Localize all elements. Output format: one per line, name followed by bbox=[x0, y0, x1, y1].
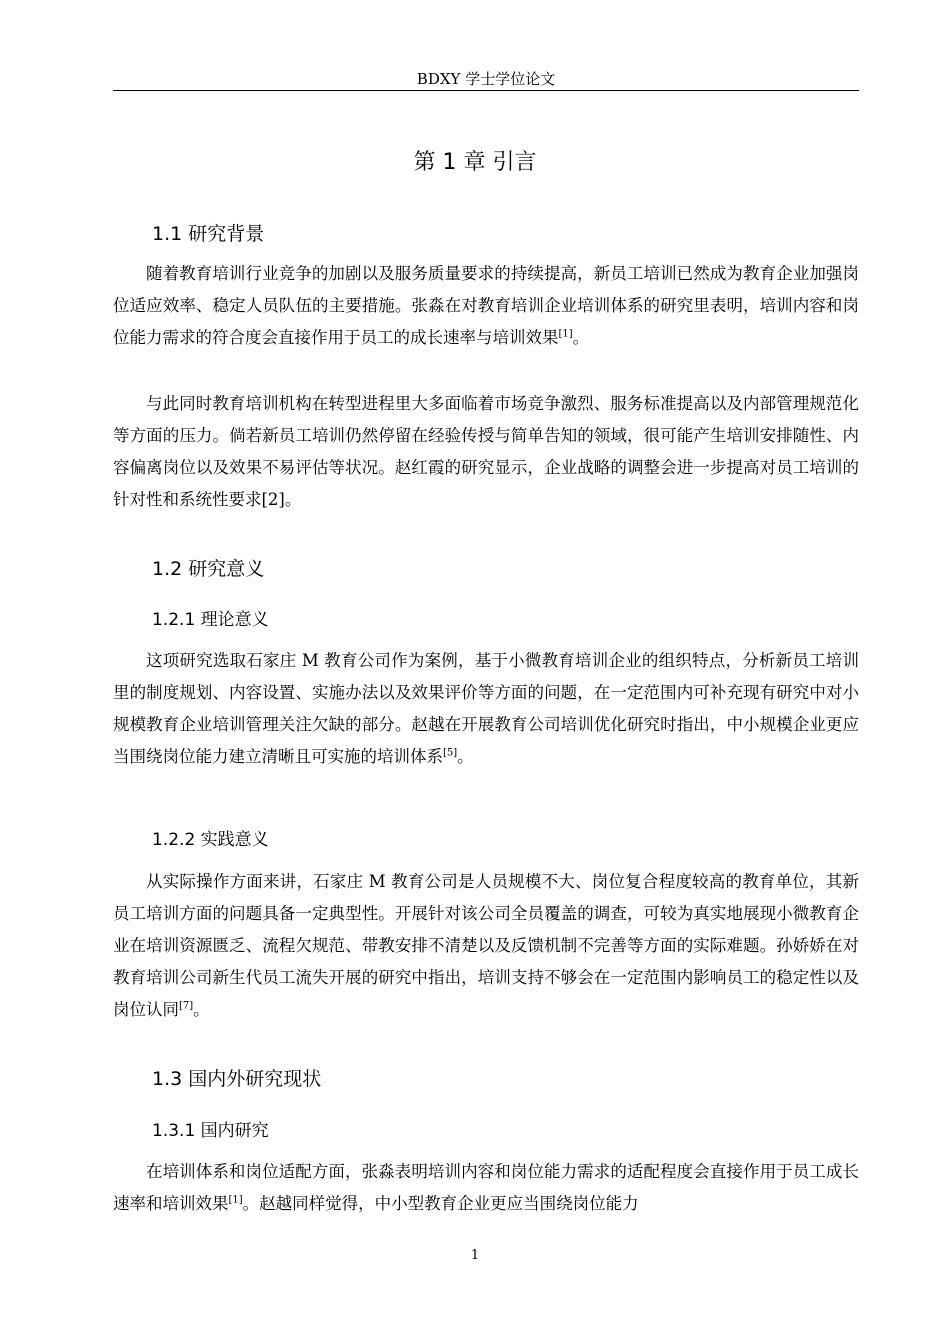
citation-ref: [1] bbox=[558, 328, 573, 340]
section-heading-1-2: 1.2 研究意义 bbox=[152, 558, 265, 580]
paragraph-background-2 bbox=[113, 388, 859, 516]
subsection-heading-1-2-1: 1.2.1 理论意义 bbox=[152, 610, 269, 630]
paragraph-tail: 。 bbox=[457, 747, 474, 766]
paragraph-background-1 bbox=[113, 258, 859, 354]
section-heading-1-3: 1.3 国内外研究现状 bbox=[152, 1068, 322, 1090]
page-number: 1 bbox=[470, 1248, 480, 1263]
citation-ref: [5] bbox=[443, 747, 458, 759]
paragraph-tail: 。赵越同样觉得，中小型教育企业更应当围绕岗位能力 bbox=[242, 1194, 639, 1213]
paragraph-text: 与此同时教育培训机构在转型进程里大多面临着市场竞争激烈、服务标准提高以及内部管理规范化等方面的压力。倘若新员工培训仍然停留在经验传授与简单告知的领域，很可能产生培训安排随性、内容偏离岗位以及效果不易评估等状况。赵红霞的研究显示，企业战略的调整会进一步提高对员工培训的针对性和系统性要求[2]。 bbox=[113, 394, 859, 509]
paragraph-domestic bbox=[113, 1156, 859, 1220]
paragraph-practice bbox=[113, 866, 859, 1026]
paragraph-tail: 。 bbox=[572, 328, 590, 347]
paragraph-text: 从实际操作方面来讲，石家庄 M 教育公司是人员规模不大、岗位复合程度较高的教育单位，其新员工培训方面的问题具备一定典型性。开展针对该公司全员覆盖的调查，可较为真实地展现小微教育企业在培训资源匮乏、流程欠规范、带教安排不清楚以及反馈机制不完善等方面的实际难题。孙娇娇在对教育培训公司新生代员工流失开展的研究中指出，培训支持不够会在一定范围内影响员工的稳定性以及岗位认同 bbox=[113, 872, 859, 1019]
section-heading-1-1: 1.1 研究背景 bbox=[152, 223, 265, 245]
running-header: BDXY 学士学位论文 bbox=[113, 70, 859, 91]
paragraph-text: 随着教育培训行业竞争的加剧以及服务质量要求的持续提高，新员工培训已然成为教育企业加强岗位适应效率、稳定人员队伍的主要措施。张淼在对教育培训企业培训体系的研究里表明，培训内容和岗位能力需求的符合度会直接作用于员工的成长速率与培训效果 bbox=[113, 264, 859, 347]
chapter-title: 第 1 章 引言 bbox=[413, 150, 537, 175]
subsection-heading-1-3-1: 1.3.1 国内研究 bbox=[152, 1121, 269, 1141]
subsection-heading-1-2-2: 1.2.2 实践意义 bbox=[152, 830, 269, 850]
paragraph-theory bbox=[113, 645, 859, 773]
citation-ref: [7] bbox=[179, 1000, 194, 1012]
paragraph-tail: 。 bbox=[193, 1000, 210, 1019]
citation-ref: [1] bbox=[228, 1194, 243, 1206]
paragraph-text: 这项研究选取石家庄 M 教育公司作为案例，基于小微教育培训企业的组织特点，分析新员工培训里的制度规划、内容设置、实施办法以及效果评价等方面的问题，在一定范围内可补充现有研究中对小规模教育企业培训管理关注欠缺的部分。赵越在开展教育公司培训优化研究时指出，中小规模企业更应当围绕岗位能力建立清晰且可实施的培训体系 bbox=[113, 651, 859, 766]
paragraph-text: 在培训体系和岗位适配方面，张淼表明培训内容和岗位能力需求的适配程度会直接作用于员工成长速率和培训效果 bbox=[113, 1162, 859, 1213]
